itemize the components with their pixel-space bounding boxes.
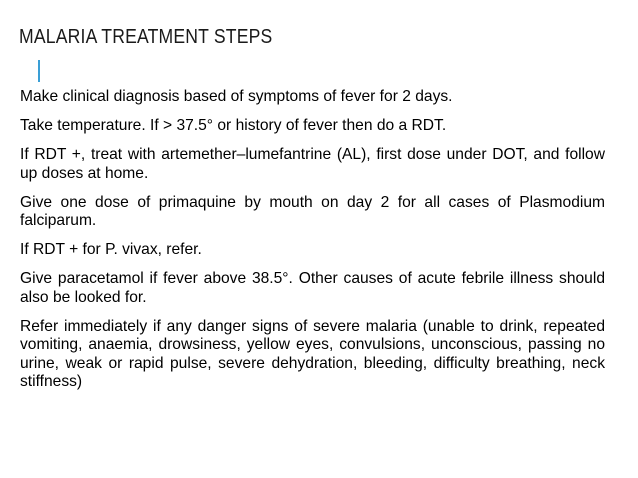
step-item: Refer immediately if any danger signs of severe malaria (unable to drink, repeated vomiting, anaemia, drowsiness, yellow eyes, convulsions, unconscious, passing no urine, weak or rapid pulse, severe dehydration, bleeding, difficulty breathing, neck stiffness)	[20, 317, 605, 390]
steps-list	[20, 88, 605, 402]
step-item: If RDT +, treat with artemether–lumefantrine (AL), first dose under DOT, and follow up doses at home.	[20, 146, 605, 182]
step-item: Make clinical diagnosis based of symptoms of fever for 2 days.	[20, 88, 453, 105]
step-item: Take temperature. If > 37.5° or history of fever then do a RDT.	[20, 117, 447, 134]
accent-bar	[38, 60, 40, 82]
slide-title: MALARIA TREATMENT STEPS	[19, 26, 273, 48]
step-item: If RDT + for P. vivax, refer.	[20, 241, 202, 258]
step-item: Give one dose of primaquine by mouth on day 2 for all cases of Plasmodium falciparum.	[20, 193, 605, 229]
step-item: Give paracetamol if fever above 38.5°. Other causes of acute febrile illness should also be looked for.	[20, 270, 605, 306]
